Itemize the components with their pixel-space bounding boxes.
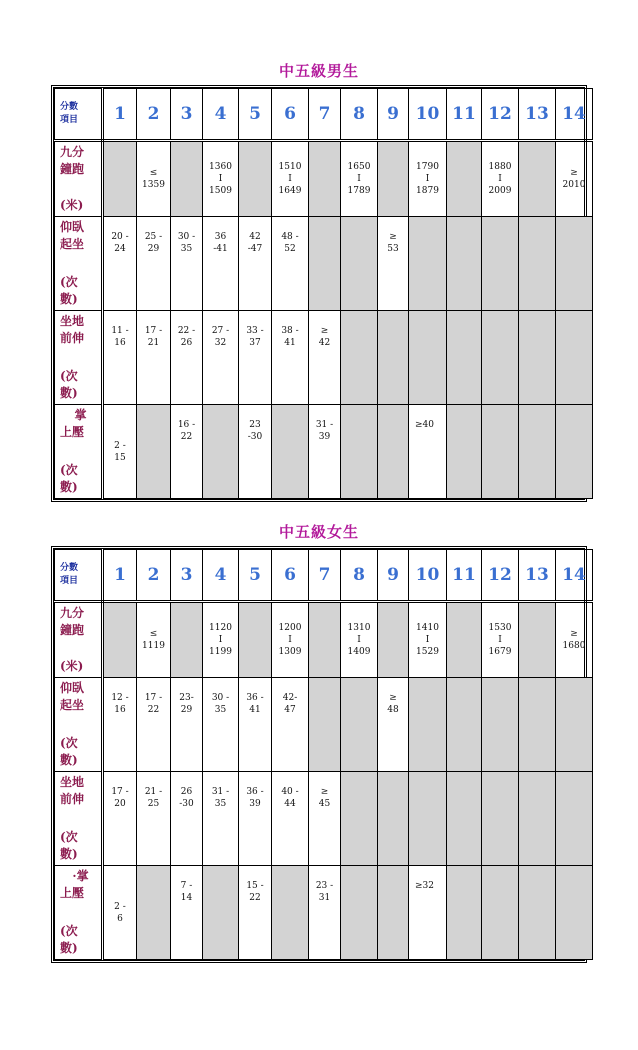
table-cell (556, 772, 593, 866)
table-cell (556, 602, 593, 678)
table-cell (309, 217, 341, 311)
table-cell (103, 217, 137, 311)
row-label-unit: (次 數) (60, 275, 78, 306)
table-cell (272, 141, 309, 217)
cell-value: 22 - 26 (177, 326, 196, 348)
boys-table-frame (51, 85, 587, 502)
table-cell (519, 602, 556, 678)
row-label-line-2: 上壓 (60, 886, 85, 900)
header-label (55, 89, 103, 141)
table-cell (137, 217, 171, 311)
cell-value: ≤ 1119 (142, 629, 165, 651)
row-label (55, 141, 103, 217)
table-cell (409, 602, 447, 678)
table-cell (203, 772, 239, 866)
cell-value: 25 - 29 (144, 232, 163, 254)
header-label (55, 550, 103, 602)
table-cell (447, 311, 482, 405)
table-cell (378, 602, 409, 678)
row-label-unit: (次 數) (60, 463, 78, 494)
table-cell (203, 602, 239, 678)
score-column-header: 7 (309, 89, 341, 141)
row-label-unit: (次 數) (60, 369, 78, 400)
table-cell (171, 602, 203, 678)
table-cell (103, 602, 137, 678)
cell-value: ≤ 1359 (142, 168, 165, 190)
table-cell (341, 141, 378, 217)
score-column-header: 5 (239, 550, 272, 602)
cell-value: 30 - 35 (211, 693, 230, 715)
row-label (55, 678, 103, 772)
table-cell (239, 141, 272, 217)
row-label-line-1: 掌 (74, 408, 87, 422)
girls-title: 中五級女生 (278, 523, 359, 541)
table-cell (309, 866, 341, 960)
header-label-item: 項目 (60, 576, 79, 586)
table-cell (203, 866, 239, 960)
table-cell (137, 678, 171, 772)
table-cell (309, 772, 341, 866)
row-label-line-2: 上壓 (60, 425, 85, 439)
cell-value: 1650 I 1789 (347, 162, 371, 196)
cell-value: 42 -47 (247, 232, 263, 254)
score-column-header: 6 (272, 89, 309, 141)
table-cell (409, 311, 447, 405)
table-cell (482, 311, 519, 405)
table-cell (309, 602, 341, 678)
score-column-header: 10 (409, 89, 447, 141)
score-column-header: 7 (309, 550, 341, 602)
table-cell (203, 217, 239, 311)
table-cell (239, 311, 272, 405)
cell-value: 23- 29 (179, 693, 194, 715)
table-cell (519, 866, 556, 960)
boys-section (51, 60, 587, 502)
cell-value: 17 - 22 (144, 693, 163, 715)
table-cell (409, 866, 447, 960)
table-row (55, 772, 593, 866)
score-column-header: 12 (482, 89, 519, 141)
table-cell (341, 866, 378, 960)
table-cell (203, 678, 239, 772)
table-cell (171, 311, 203, 405)
table-cell (239, 772, 272, 866)
table-cell (137, 405, 171, 499)
table-cell (239, 602, 272, 678)
cell-value: 21 - 25 (144, 787, 163, 809)
cell-value: ≥40 (415, 420, 434, 430)
cell-value: 20 - 24 (111, 232, 129, 254)
cell-value: ≥32 (415, 881, 434, 891)
cell-value: 26 -30 (179, 787, 194, 809)
table-cell (482, 772, 519, 866)
table-cell (519, 405, 556, 499)
row-label (55, 602, 103, 678)
score-column-header: 8 (341, 89, 378, 141)
table-cell (203, 311, 239, 405)
row-label-line-1: 坐地 (60, 314, 85, 328)
score-column-header: 13 (519, 89, 556, 141)
table-cell (272, 602, 309, 678)
table-cell (341, 217, 378, 311)
table-cell (309, 678, 341, 772)
table-cell (203, 141, 239, 217)
table-cell (272, 772, 309, 866)
cell-value: 15 - 22 (246, 881, 264, 903)
row-label-line-1: 九分 (60, 606, 85, 620)
table-cell (309, 311, 341, 405)
cell-value: ≥ 48 (387, 693, 399, 715)
header-row (55, 89, 593, 141)
table-cell (272, 678, 309, 772)
row-label-line-2: 鐘跑 (60, 623, 85, 637)
table-cell (171, 141, 203, 217)
header-label-item: 項目 (60, 115, 79, 125)
score-column-header: 4 (203, 550, 239, 602)
cell-value: 23 -30 (247, 420, 263, 442)
table-cell (272, 311, 309, 405)
table-cell (171, 772, 203, 866)
table-row (55, 602, 593, 678)
cell-value: 36 -41 (213, 232, 228, 254)
cell-value: 36 - 41 (246, 693, 264, 715)
cell-value: 1880 I 2009 (488, 162, 512, 196)
table-cell (239, 405, 272, 499)
row-label (55, 772, 103, 866)
score-column-header: 2 (137, 89, 171, 141)
table-cell (171, 405, 203, 499)
table-cell (409, 141, 447, 217)
cell-value: ≥ 2010 (562, 168, 586, 190)
cell-value: 38 - 41 (281, 326, 299, 348)
table-cell (409, 678, 447, 772)
table-cell (103, 141, 137, 217)
header-row (55, 550, 593, 602)
row-label-line-2: 前伸 (60, 792, 85, 806)
table-cell (137, 141, 171, 217)
cell-value: 1530 I 1679 (488, 623, 512, 657)
score-column-header: 11 (447, 550, 482, 602)
table-cell (482, 678, 519, 772)
row-label-unit: (次 數) (60, 830, 78, 861)
score-column-header: 12 (482, 550, 519, 602)
score-column-header: 10 (409, 550, 447, 602)
table-cell (272, 217, 309, 311)
score-column-header: 1 (103, 89, 137, 141)
table-cell (103, 866, 137, 960)
cell-value: 31 - 35 (211, 787, 230, 809)
row-label-line-2: 前伸 (60, 331, 85, 345)
table-cell (482, 602, 519, 678)
table-cell (309, 405, 341, 499)
cell-value: 1410 I 1529 (416, 623, 439, 657)
table-cell (378, 678, 409, 772)
table-cell (447, 405, 482, 499)
table-cell (556, 678, 593, 772)
cell-value: ≥ 1680 (562, 629, 586, 651)
score-column-header: 3 (171, 550, 203, 602)
cell-value: 30 - 35 (177, 232, 196, 254)
table-row (55, 217, 593, 311)
score-column-header: 3 (171, 89, 203, 141)
table-cell (378, 217, 409, 311)
score-column-header: 13 (519, 550, 556, 602)
cell-value: 31 - 39 (315, 420, 334, 442)
cell-value: ≥ 42 (318, 326, 331, 348)
table-cell (378, 311, 409, 405)
table-cell (447, 678, 482, 772)
row-label (55, 217, 103, 311)
cell-value: 1310 I 1409 (347, 623, 371, 657)
row-label (55, 866, 103, 960)
header-label-score: 分數 (60, 563, 79, 573)
table-cell (409, 217, 447, 311)
cell-value: 1200 I 1309 (278, 623, 302, 657)
row-label-unit: (米) (60, 659, 84, 673)
cell-value: 1120 I 1199 (209, 623, 232, 657)
row-label-line-1: 仰臥 (60, 681, 85, 695)
table-cell (103, 678, 137, 772)
table-cell (341, 602, 378, 678)
row-label-line-2: 鐘跑 (60, 162, 85, 176)
table-cell (409, 772, 447, 866)
table-cell (519, 217, 556, 311)
table-cell (447, 602, 482, 678)
score-column-header: 4 (203, 89, 239, 141)
cell-value: 17 - 20 (111, 787, 129, 809)
girls-section (51, 521, 587, 963)
score-column-header: 5 (239, 89, 272, 141)
row-label-line-1: ·掌 (72, 869, 89, 883)
table-row (55, 405, 593, 499)
cell-value: ≥ 45 (318, 787, 331, 809)
table-cell (519, 311, 556, 405)
table-cell (519, 772, 556, 866)
table-cell (239, 678, 272, 772)
table-cell (341, 678, 378, 772)
table-row (55, 311, 593, 405)
table-row (55, 678, 593, 772)
cell-value: ≥ 53 (387, 232, 399, 254)
cell-value: 40 - 44 (281, 787, 299, 809)
table-cell (378, 772, 409, 866)
girls-table-frame (51, 546, 587, 963)
table-cell (341, 772, 378, 866)
score-column-header: 8 (341, 550, 378, 602)
table-cell (519, 678, 556, 772)
cell-value: 48 - 52 (281, 232, 299, 254)
table-cell (137, 602, 171, 678)
score-column-header: 9 (378, 550, 409, 602)
cell-value: 27 - 32 (211, 326, 230, 348)
score-column-header: 6 (272, 550, 309, 602)
row-label (55, 311, 103, 405)
cell-value: 1790 I 1879 (416, 162, 439, 196)
cell-value: 1510 I 1649 (278, 162, 302, 196)
cell-value: 16 - 22 (177, 420, 196, 442)
table-cell (239, 217, 272, 311)
table-cell (272, 405, 309, 499)
table-cell (103, 772, 137, 866)
row-label-line-2: 起坐 (60, 237, 85, 251)
table-cell (171, 217, 203, 311)
table-cell (341, 405, 378, 499)
table-cell (378, 866, 409, 960)
row-label-unit: (次 數) (60, 736, 78, 767)
cell-value: 36 - 39 (246, 787, 264, 809)
score-column-header: 9 (378, 89, 409, 141)
table-cell (137, 866, 171, 960)
table-cell (482, 405, 519, 499)
table-cell (378, 405, 409, 499)
table-cell (519, 141, 556, 217)
table-cell (482, 141, 519, 217)
table-cell (447, 217, 482, 311)
cell-value: 7 - 14 (180, 881, 193, 903)
cell-value: 33 - 37 (246, 326, 264, 348)
table-cell (203, 405, 239, 499)
score-column-header: 11 (447, 89, 482, 141)
table-row (55, 141, 593, 217)
table-cell (137, 772, 171, 866)
row-label (55, 405, 103, 499)
score-column-header: 14 (556, 550, 593, 602)
table-cell (103, 311, 137, 405)
table-cell (482, 217, 519, 311)
table-cell (556, 866, 593, 960)
table-cell (378, 141, 409, 217)
table-cell (447, 141, 482, 217)
table-cell (447, 772, 482, 866)
row-label-unit: (次 數) (60, 924, 78, 955)
row-label-line-2: 起坐 (60, 698, 85, 712)
row-label-line-1: 坐地 (60, 775, 85, 789)
cell-value: 1360 I 1509 (209, 162, 232, 196)
table-cell (409, 405, 447, 499)
table-cell (482, 866, 519, 960)
table-cell (272, 866, 309, 960)
score-column-header: 2 (137, 550, 171, 602)
boys-score-table (54, 88, 593, 499)
table-row (55, 866, 593, 960)
table-cell (447, 866, 482, 960)
table-cell (171, 678, 203, 772)
row-label-line-1: 九分 (60, 145, 85, 159)
cell-value: 12 - 16 (111, 693, 129, 715)
header-label-score: 分數 (60, 102, 79, 112)
cell-value: 2 - 6 (114, 902, 126, 924)
table-cell (171, 866, 203, 960)
table-cell (239, 866, 272, 960)
table-cell (137, 311, 171, 405)
score-column-header: 1 (103, 550, 137, 602)
table-cell (556, 311, 593, 405)
table-cell (556, 405, 593, 499)
boys-title: 中五級男生 (278, 62, 359, 80)
table-cell (103, 405, 137, 499)
row-label-unit: (米) (60, 198, 84, 212)
girls-score-table (54, 549, 593, 960)
row-label-line-1: 仰臥 (60, 220, 85, 234)
cell-value: 23 - 31 (315, 881, 334, 903)
cell-value: 11 - 16 (111, 326, 129, 348)
table-cell (341, 311, 378, 405)
score-column-header: 14 (556, 89, 593, 141)
table-cell (556, 141, 593, 217)
table-cell (309, 141, 341, 217)
table-cell (556, 217, 593, 311)
cell-value: 17 - 21 (144, 326, 163, 348)
cell-value: 42- 47 (282, 693, 298, 715)
cell-value: 2 - 15 (114, 441, 126, 463)
